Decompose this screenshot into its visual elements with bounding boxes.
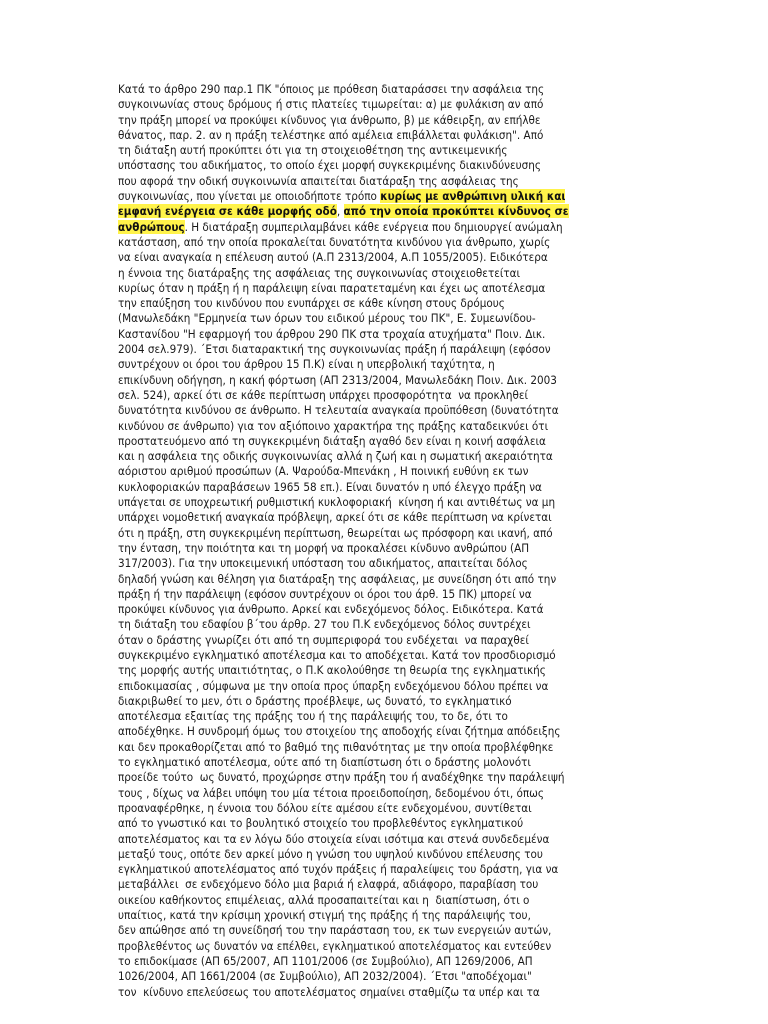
text-segment: το επιδοκίμασε (ΑΠ 65/2007, ΑΠ 1101/2006 (σε Συμβούλιο), ΑΠ 1269/2006, ΑΠ: [118, 953, 533, 968]
highlighted-text: κυρίως με ανθρώπινη υλική και: [380, 189, 566, 204]
text-line: [118, 679, 676, 694]
text-segment: δυνατότητα κινδύνου σε άνθρωπο. Η τελευταία αναγκαία προϋπόθεση (δυνατότητα: [118, 403, 559, 418]
text-segment: υπάγεται σε υποχρεωτική ρυθμιστική κυκλοφοριακή κίνηση ή και αντιθέτως να μη: [118, 495, 556, 510]
text-line: [118, 296, 676, 311]
text-line: [118, 204, 676, 219]
text-line: [118, 877, 676, 892]
text-line: [118, 82, 676, 97]
text-segment: διακριβωθεί το μεν, ότι ο δράστης προέβλεψε, ως δυνατό, το εγκληματικό: [118, 693, 512, 708]
text-line: [118, 954, 676, 969]
text-segment: της μορφής αυτής υπαιτιότητας, ο Π.Κ ακολούθησε τη θεωρία της εγκληματικής: [118, 663, 546, 678]
text-segment: δεν απώθησε από τη συνείδησή του την παράσταση του, εκ των ενεργειών αυτών,: [118, 923, 552, 938]
text-line: [118, 587, 676, 602]
text-line: [118, 373, 676, 388]
highlighted-text: ανθρώπους: [118, 219, 185, 234]
text-segment: υπάρχει νομοθετική αναγκαία πρόβλεψη, αρκεί ότι σε κάθε περίπτωση να κρίνεται: [118, 510, 552, 525]
text-segment: προείδε τούτο ως δυνατό, προχώρησε στην πράξη του ή αναδέχθηκε την παράλειψή: [118, 770, 565, 785]
text-segment: μεταβάλλει σε ενδεχόμενο δόλο μια βαριά ή ελαφρά, αδιάφορο, παραβίαση του: [118, 877, 539, 892]
text-line: [118, 158, 676, 173]
text-line: [118, 633, 676, 648]
text-line: [118, 694, 676, 709]
text-segment: 2004 σελ.979). ΄Ετσι διαταρακτική της συγκοινωνίας πράξη ή παράλειψη (εφόσον: [118, 342, 551, 357]
text-segment: προστατευόμενο από τη συγκεκριμένη διάταξη αγαθό δεν είναι η κοινή ασφάλεια: [118, 433, 546, 448]
text-line: [118, 816, 676, 831]
text-line: [118, 388, 676, 403]
text-segment: Κατά το άρθρο 290 παρ.1 ΠΚ "όποιος με πρόθεση διαταράσσει την ασφάλεια της: [118, 82, 545, 96]
text-line: [118, 510, 676, 525]
text-segment: μεταξύ τους, οπότε δεν αρκεί μόνο η γνώση του υψηλού κινδύνου επέλευσης του: [118, 846, 543, 861]
text-line: [118, 526, 676, 541]
text-line: [118, 648, 676, 663]
text-line: [118, 419, 676, 434]
text-segment: εγκληματικού αποτελέσματος από τυχόν πράξεις ή παραλείψεις του δράστη, για να: [118, 862, 559, 877]
text-line: [118, 786, 676, 801]
text-segment: προαναφέρθηκε, η έννοια του δόλου είτε αμέσου είτε ενδεχομένου, συντίθεται: [118, 800, 532, 815]
text-line: [118, 724, 676, 739]
text-segment: αποδέχθηκε. Η συνδρομή όμως του στοιχείου της αποδοχής είναι ζήτημα απόδειξης: [118, 724, 561, 739]
text-line: [118, 189, 676, 204]
text-segment: ότι η πράξη, στη συγκεκριμένη περίπτωση, θεωρείται ως πρόσφορη και ικανή, από: [118, 525, 553, 540]
text-segment: σελ. 524), αρκεί ότι σε κάθε περίπτωση υπάρχει προσφορότητα να προκληθεί: [118, 387, 528, 402]
text-segment: υπαίτιος, κατά την κρίσιμη χρονική στιγμή της πράξης ή της παράλειψής του,: [118, 908, 531, 923]
text-segment: κατάσταση, από την οποία προκαλείται δυνατότητα κινδύνου για άνθρωπο, χωρίς: [118, 234, 551, 249]
text-line: [118, 480, 676, 495]
text-line: [118, 969, 676, 984]
text-line: [118, 985, 676, 1000]
text-segment: πράξη ή την παράλειψη (εφόσον συντρέχουν οι όροι του άρθ. 15 ΠΚ) μπορεί να: [118, 586, 532, 601]
text-segment: όταν ο δράστης γνωρίζει ότι από τη συμπεριφορά του ενδέχεται να παραχθεί: [118, 632, 529, 647]
text-segment: κινδύνου σε άνθρωπο) για τον αξιόποινο χαρακτήρα της πράξης καταδεικνύει ότι: [118, 418, 549, 433]
document-page: [118, 82, 676, 1000]
text-segment: κυρίως όταν η πράξη ή η παράλειψη είναι παρατεταμένη και έχει ως αποτέλεσμα: [118, 280, 546, 295]
text-line: [118, 617, 676, 632]
text-line: [118, 832, 676, 847]
text-segment: τον κίνδυνο επελεύσεως του αποτελέσματος σημαίνει σταθμίζω τα υπέρ και τα: [118, 984, 540, 999]
text-line: [118, 281, 676, 296]
text-segment: συντρέχουν οι όροι του άρθρου 15 Π.Κ) είναι η υπερβολική ταχύτητα, η: [118, 357, 495, 372]
text-line: [118, 357, 676, 372]
text-line: [118, 220, 676, 235]
text-segment: που αφορά την οδική συγκοινωνία απαιτείται διατάραξη της ασφάλειας της: [118, 173, 519, 188]
text-segment: θάνατος, παρ. 2. αν η πράξη τελέστηκε από αμέλεια επιβάλλεται φυλάκιση". Από: [118, 127, 544, 142]
text-segment: . Η διατάραξη συμπεριλαμβάνει κάθε ενέργεια που δημιουργεί ανώμαλη: [184, 219, 563, 234]
text-line: [118, 908, 676, 923]
text-segment: προβλεθέντος ως δυνατόν να επέλθει, εγκληματικού αποτελέσματος και εντεύθεν: [118, 938, 552, 953]
text-segment: επιδοκιμασίας , σύμφωνα με την οποία προς ύπαρξη ενδεχόμενου δόλου πρέπει να: [118, 678, 549, 693]
text-segment: επικίνδυνη οδήγηση, η κακή φόρτωση (ΑΠ 2313/2004, Μανωλεδάκη Ποιν. Δικ. 2003: [118, 372, 557, 387]
text-line: [118, 113, 676, 128]
text-line: [118, 572, 676, 587]
text-line: [118, 311, 676, 326]
text-line: [118, 342, 676, 357]
text-segment: τη διάταξη του εδαφίου β΄του άρθρ. 27 του Π.Κ ενδεχόμενος δόλος συντρέχει: [118, 617, 531, 632]
text-line: [118, 893, 676, 908]
text-segment: κυκλοφοριακών παραβάσεων 1965 58 επ.). Είναι δυνατόν η υπό έλεγχο πράξη να: [118, 479, 542, 494]
text-segment: η έννοια της διατάραξης της ασφάλειας της συγκοινωνίας στοιχειοθετείται: [118, 265, 521, 280]
text-line: [118, 862, 676, 877]
text-segment: το εγκληματικό αποτέλεσμα, ούτε από τη διαπίστωση ότι ο δράστης μολονότι: [118, 755, 531, 770]
text-line: [118, 266, 676, 281]
text-segment: την ένταση, την ποιότητα και τη μορφή να προκαλέσει κίνδυνο ανθρώπου (ΑΠ: [118, 540, 530, 555]
text-segment: να είναι αναγκαία η επέλευση αυτού (Α.Π 2313/2004, Α.Π 1055/2005). Ειδικότερα: [118, 250, 548, 265]
text-segment: συγκοινωνίας, που γίνεται με οποιοδήποτε τρόπο: [118, 189, 381, 204]
text-line: [118, 663, 676, 678]
text-line: [118, 449, 676, 464]
text-segment: και δεν προκαθορίζεται από το βαθμό της πιθανότητας με την οποία προβλέφθηκε: [118, 739, 554, 754]
text-line: [118, 541, 676, 556]
text-line: [118, 464, 676, 479]
text-segment: την πράξη μπορεί να προκύψει κίνδυνος για άνθρωπο, β) με κάθειρξη, αν επήλθε: [118, 112, 541, 127]
text-line: [118, 556, 676, 571]
text-segment: 317/2003). Για την υποκειμενική υπόσταση του αδικήματος, απαιτείται δόλος: [118, 556, 528, 571]
text-line: [118, 847, 676, 862]
text-line: [118, 770, 676, 785]
text-segment: τους , δίχως να λάβει υπόψη του μία τέτοια προειδοποίηση, δεδομένου ότι, όπως: [118, 785, 544, 800]
text-segment: συγκοινωνίας στους δρόμους ή στις πλατείες τιμωρείται: α) με φυλάκιση αν από: [118, 97, 544, 112]
text-segment: αποτελέσματος και τα εν λόγω δύο στοιχεία είναι ισότιμα και στενά συνδεδεμένα: [118, 831, 550, 846]
text-segment: τη διάταξη αυτή προκύπτει ότι για τη στοιχειοθέτηση της αντικειμενικής: [118, 143, 508, 158]
text-segment: την επαύξηση του κινδύνου που ενυπάρχει σε κάθε κίνηση στους δρόμους: [118, 296, 505, 311]
text-line: [118, 128, 676, 143]
text-segment: και η ασφάλεια της οδικής συγκοινωνίας αλλά η ζωή και η σωματική ακεραιότητα: [118, 449, 553, 464]
text-segment: από το γνωστικό και το βουλητικό στοιχείο του προβλεθέντος εγκληματικού: [118, 816, 524, 831]
text-line: [118, 939, 676, 954]
text-segment: συγκεκριμένο εγκληματικό αποτέλεσμα και το αποδέχεται. Κατά τον προσδιορισμό: [118, 647, 556, 662]
text-segment: προκύψει κίνδυνος για άνθρωπο. Αρκεί και ενδεχόμενος δόλος. Ειδικότερα. Κατά: [118, 602, 544, 617]
text-segment: (Μανωλεδάκη "Ερμηνεία των όρων του ειδικού μέρους του ΠΚ", Ε. Συμεωνίδου-: [118, 311, 536, 326]
highlighted-text: εμφανή ενέργεια σε κάθε μορφής οδό: [118, 204, 337, 219]
text-line: [118, 755, 676, 770]
text-line: [118, 923, 676, 938]
text-line: [118, 97, 676, 112]
text-line: [118, 174, 676, 189]
text-line: [118, 143, 676, 158]
text-line: [118, 250, 676, 265]
text-line: [118, 327, 676, 342]
text-line: [118, 709, 676, 724]
text-line: [118, 403, 676, 418]
text-line: [118, 602, 676, 617]
highlighted-text: από την οποία προκύπτει κίνδυνος σε: [343, 204, 569, 219]
text-line: [118, 495, 676, 510]
text-segment: δηλαδή γνώση και θέληση για διατάραξη της ασφάλειας, με συνείδηση ότι από την: [118, 571, 557, 586]
text-segment: αόριστου αριθμού προσώπων (Α. Ψαρούδα-Μπενάκη , Η ποινική ευθύνη εκ των: [118, 464, 529, 479]
text-segment: ,: [336, 204, 344, 219]
text-segment: υπόστασης του αδικήματος, το οποίο έχει μορφή συγκεκριμένης διακινδύνευσης: [118, 158, 541, 173]
text-segment: αποτέλεσμα εξαιτίας της πράξης του ή της παράλειψής του, το δε, ότι το: [118, 709, 508, 724]
text-line: [118, 801, 676, 816]
text-segment: οικείου καθήκοντος επιμέλειας, αλλά προσαπαιτείται και η διαπίστωση, ότι ο: [118, 892, 530, 907]
text-line: [118, 740, 676, 755]
text-segment: Καστανίδου "Η εφαρμογή του άρθρου 290 ΠΚ στα τροχαία ατυχήματα" Ποιν. Δικ.: [118, 326, 546, 341]
text-segment: 1026/2004, ΑΠ 1661/2004 (σε Συμβούλιο), ΑΠ 2032/2004). ΄Ετσι "αποδέχομαι": [118, 969, 532, 984]
text-line: [118, 434, 676, 449]
text-line: [118, 235, 676, 250]
